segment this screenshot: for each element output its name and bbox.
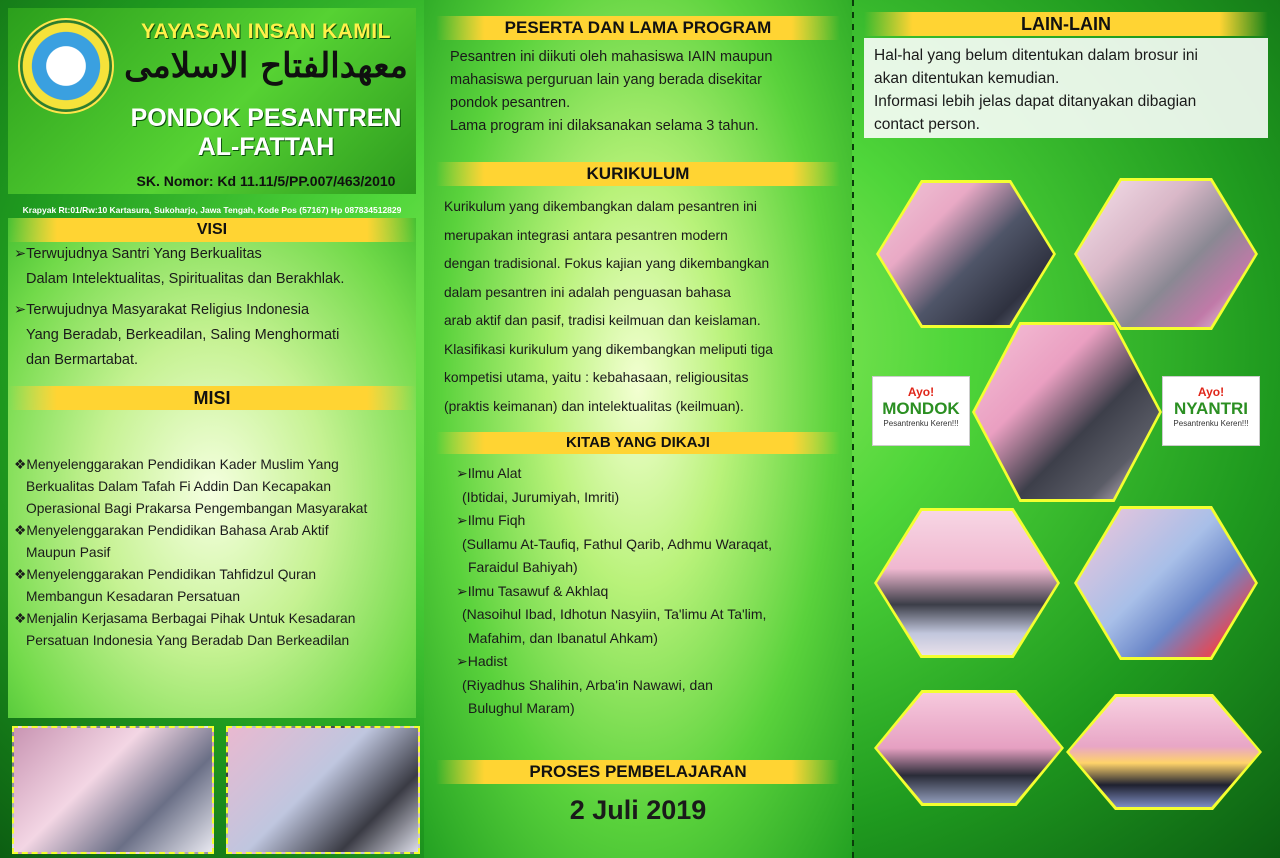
misi-item-3: ❖Menyelenggarakan Pendidikan Tahfidzul Quran Membangun Kesadaran Persatuan bbox=[14, 567, 317, 604]
misi-title: MISI bbox=[8, 386, 416, 410]
misi-item-1: ❖Menyelenggarakan Pendidikan Kader Muslim Yang Berkualitas Dalam Tafah Fi Addin Dan Kecapakan Operasional Bagi Prakarsa Pengembangan Masyarakat bbox=[14, 457, 368, 516]
diamond-bullet-icon: ❖ bbox=[14, 567, 27, 582]
photo-performance bbox=[1074, 506, 1258, 660]
misi-list bbox=[14, 454, 418, 652]
arrow-bullet-icon: ➢ bbox=[456, 582, 468, 599]
start-date: 2 Juli 2019 bbox=[569, 795, 707, 825]
peserta-title: PESERTA DAN LAMA PROGRAM bbox=[436, 16, 840, 40]
badge-mondok: Ayo! MONDOK Pesantrenku Keren!!! bbox=[872, 376, 970, 446]
lain-title: LAIN-LAIN bbox=[864, 12, 1268, 36]
arrow-bullet-icon: ➢ bbox=[456, 465, 468, 481]
arrow-bullet-icon: ➢ bbox=[14, 302, 27, 318]
arrow-bullet-icon: ➢ bbox=[14, 246, 27, 262]
kurikulum-text: Kurikulum yang dikembangkan dalam pesantren ini merupakan integrasi antara pesantren modern dengan tradisional. Fokus kajian yang dikembangkan dalam pesantren ini adalah penguasan bahasa arab aktif dan pasif, tradisi keilmuan dan keislaman. Klasifikasi kurikulum yang dikembangkan meliputi tiga kompetisi utama, yaitu : kebahasaan, religiousitas (praktis keimanan) dan intelektualitas (keilmuan). bbox=[444, 199, 773, 414]
lain-text: Hal-hal yang belum ditentukan dalam brosur ini akan ditentukan kemudian. Informasi lebih jelas dapat ditanyakan dibagian contact person. bbox=[874, 47, 1198, 133]
school-logo bbox=[18, 18, 114, 114]
badge-nyantri: Ayo! NYANTRI Pesantrenku Keren!!! bbox=[1162, 376, 1260, 446]
photo-stage-2 bbox=[1066, 694, 1262, 810]
kitab-group-4: ➢Hadist (Riyadhus Shalihin, Arba'in Nawawi, dan Bulughul Maram) bbox=[456, 653, 713, 716]
kitab-title: KITAB YANG DIKAJI bbox=[436, 432, 840, 454]
foundation-name: YAYASAN INSAN KAMIL bbox=[141, 20, 391, 43]
panel-left bbox=[0, 0, 424, 858]
photo-handshake-1 bbox=[12, 726, 214, 854]
sk-number: SK. Nomor: Kd 11.11/5/PP.007/463/2010 bbox=[136, 173, 396, 189]
misi-item-4: ❖Menjalin Kerjasama Berbagai Pihak Untuk Kesadaran Persatuan Indonesia Yang Beradab Dan Berkeadilan bbox=[14, 611, 356, 648]
visi-list bbox=[14, 242, 418, 373]
arabic-title: معهدالفتاح الاسلامى bbox=[124, 46, 408, 86]
diamond-bullet-icon: ❖ bbox=[14, 457, 27, 472]
photo-stage-1 bbox=[874, 690, 1064, 806]
visi-title: VISI bbox=[8, 218, 416, 242]
photo-couple bbox=[1074, 178, 1258, 330]
arrow-bullet-icon: ➢ bbox=[456, 653, 468, 669]
proses-title: PROSES PEMBELAJARAN bbox=[436, 760, 840, 784]
visi-item-1: ➢Terwujudnya Santri Yang Berkualitas Dalam Intelektualitas, Spiritualitas dan Berakhlak. bbox=[14, 246, 345, 287]
school-name bbox=[108, 104, 424, 162]
visi-item-2: ➢Terwujudnya Masyarakat Religius Indonesia Yang Beradab, Berkeadilan, Saling Menghormati dan Bermartabat. bbox=[14, 302, 340, 368]
kurikulum-title: KURIKULUM bbox=[436, 162, 840, 186]
school-name-line1: PONDOK PESANTREN bbox=[130, 104, 402, 132]
kitab-list bbox=[456, 462, 840, 721]
peserta-text: Pesantren ini diikuti oleh mahasiswa IAIN maupun mahasiswa perguruan lain yang berada disekitar pondok pesantren. Lama program ini dilaksanakan selama 3 tahun. bbox=[450, 49, 773, 134]
kitab-group-2: ➢Ilmu Fiqh (Sullamu At-Taufiq, Fathul Qarib, Adhmu Waraqat, Faraidul Bahiyah) bbox=[456, 512, 772, 575]
arrow-bullet-icon: ➢ bbox=[456, 512, 468, 528]
school-name-line2: AL-FATTAH bbox=[197, 133, 335, 161]
photo-group-students bbox=[874, 508, 1060, 658]
misi-item-2: ❖Menyelenggarakan Pendidikan Bahasa Arab Aktif Maupun Pasif bbox=[14, 523, 329, 560]
diamond-bullet-icon: ❖ bbox=[14, 523, 27, 538]
kitab-group-3: ➢Ilmu Tasawuf & Akhlaq (Nasoihul Ibad, Idhotun Nasyiin, Ta'limu At Ta'lim, Mafahim, dan Ibanatul Ahkam) bbox=[456, 582, 767, 646]
panel-right bbox=[852, 0, 1280, 858]
photo-handshake-2 bbox=[226, 726, 420, 854]
panel-middle bbox=[424, 0, 852, 858]
header-banner bbox=[8, 8, 416, 194]
kitab-group-1: ➢Ilmu Alat (Ibtidai, Jurumiyah, Imriti) bbox=[456, 465, 620, 505]
photo-speaker bbox=[876, 180, 1056, 328]
photo-two-men bbox=[972, 322, 1162, 502]
address: Krapyak Rt:01/Rw:10 Kartasura, Sukoharjo, Jawa Tengah, Kode Pos (57167) Hp 087834512829 bbox=[22, 205, 402, 215]
diamond-bullet-icon: ❖ bbox=[14, 611, 27, 626]
